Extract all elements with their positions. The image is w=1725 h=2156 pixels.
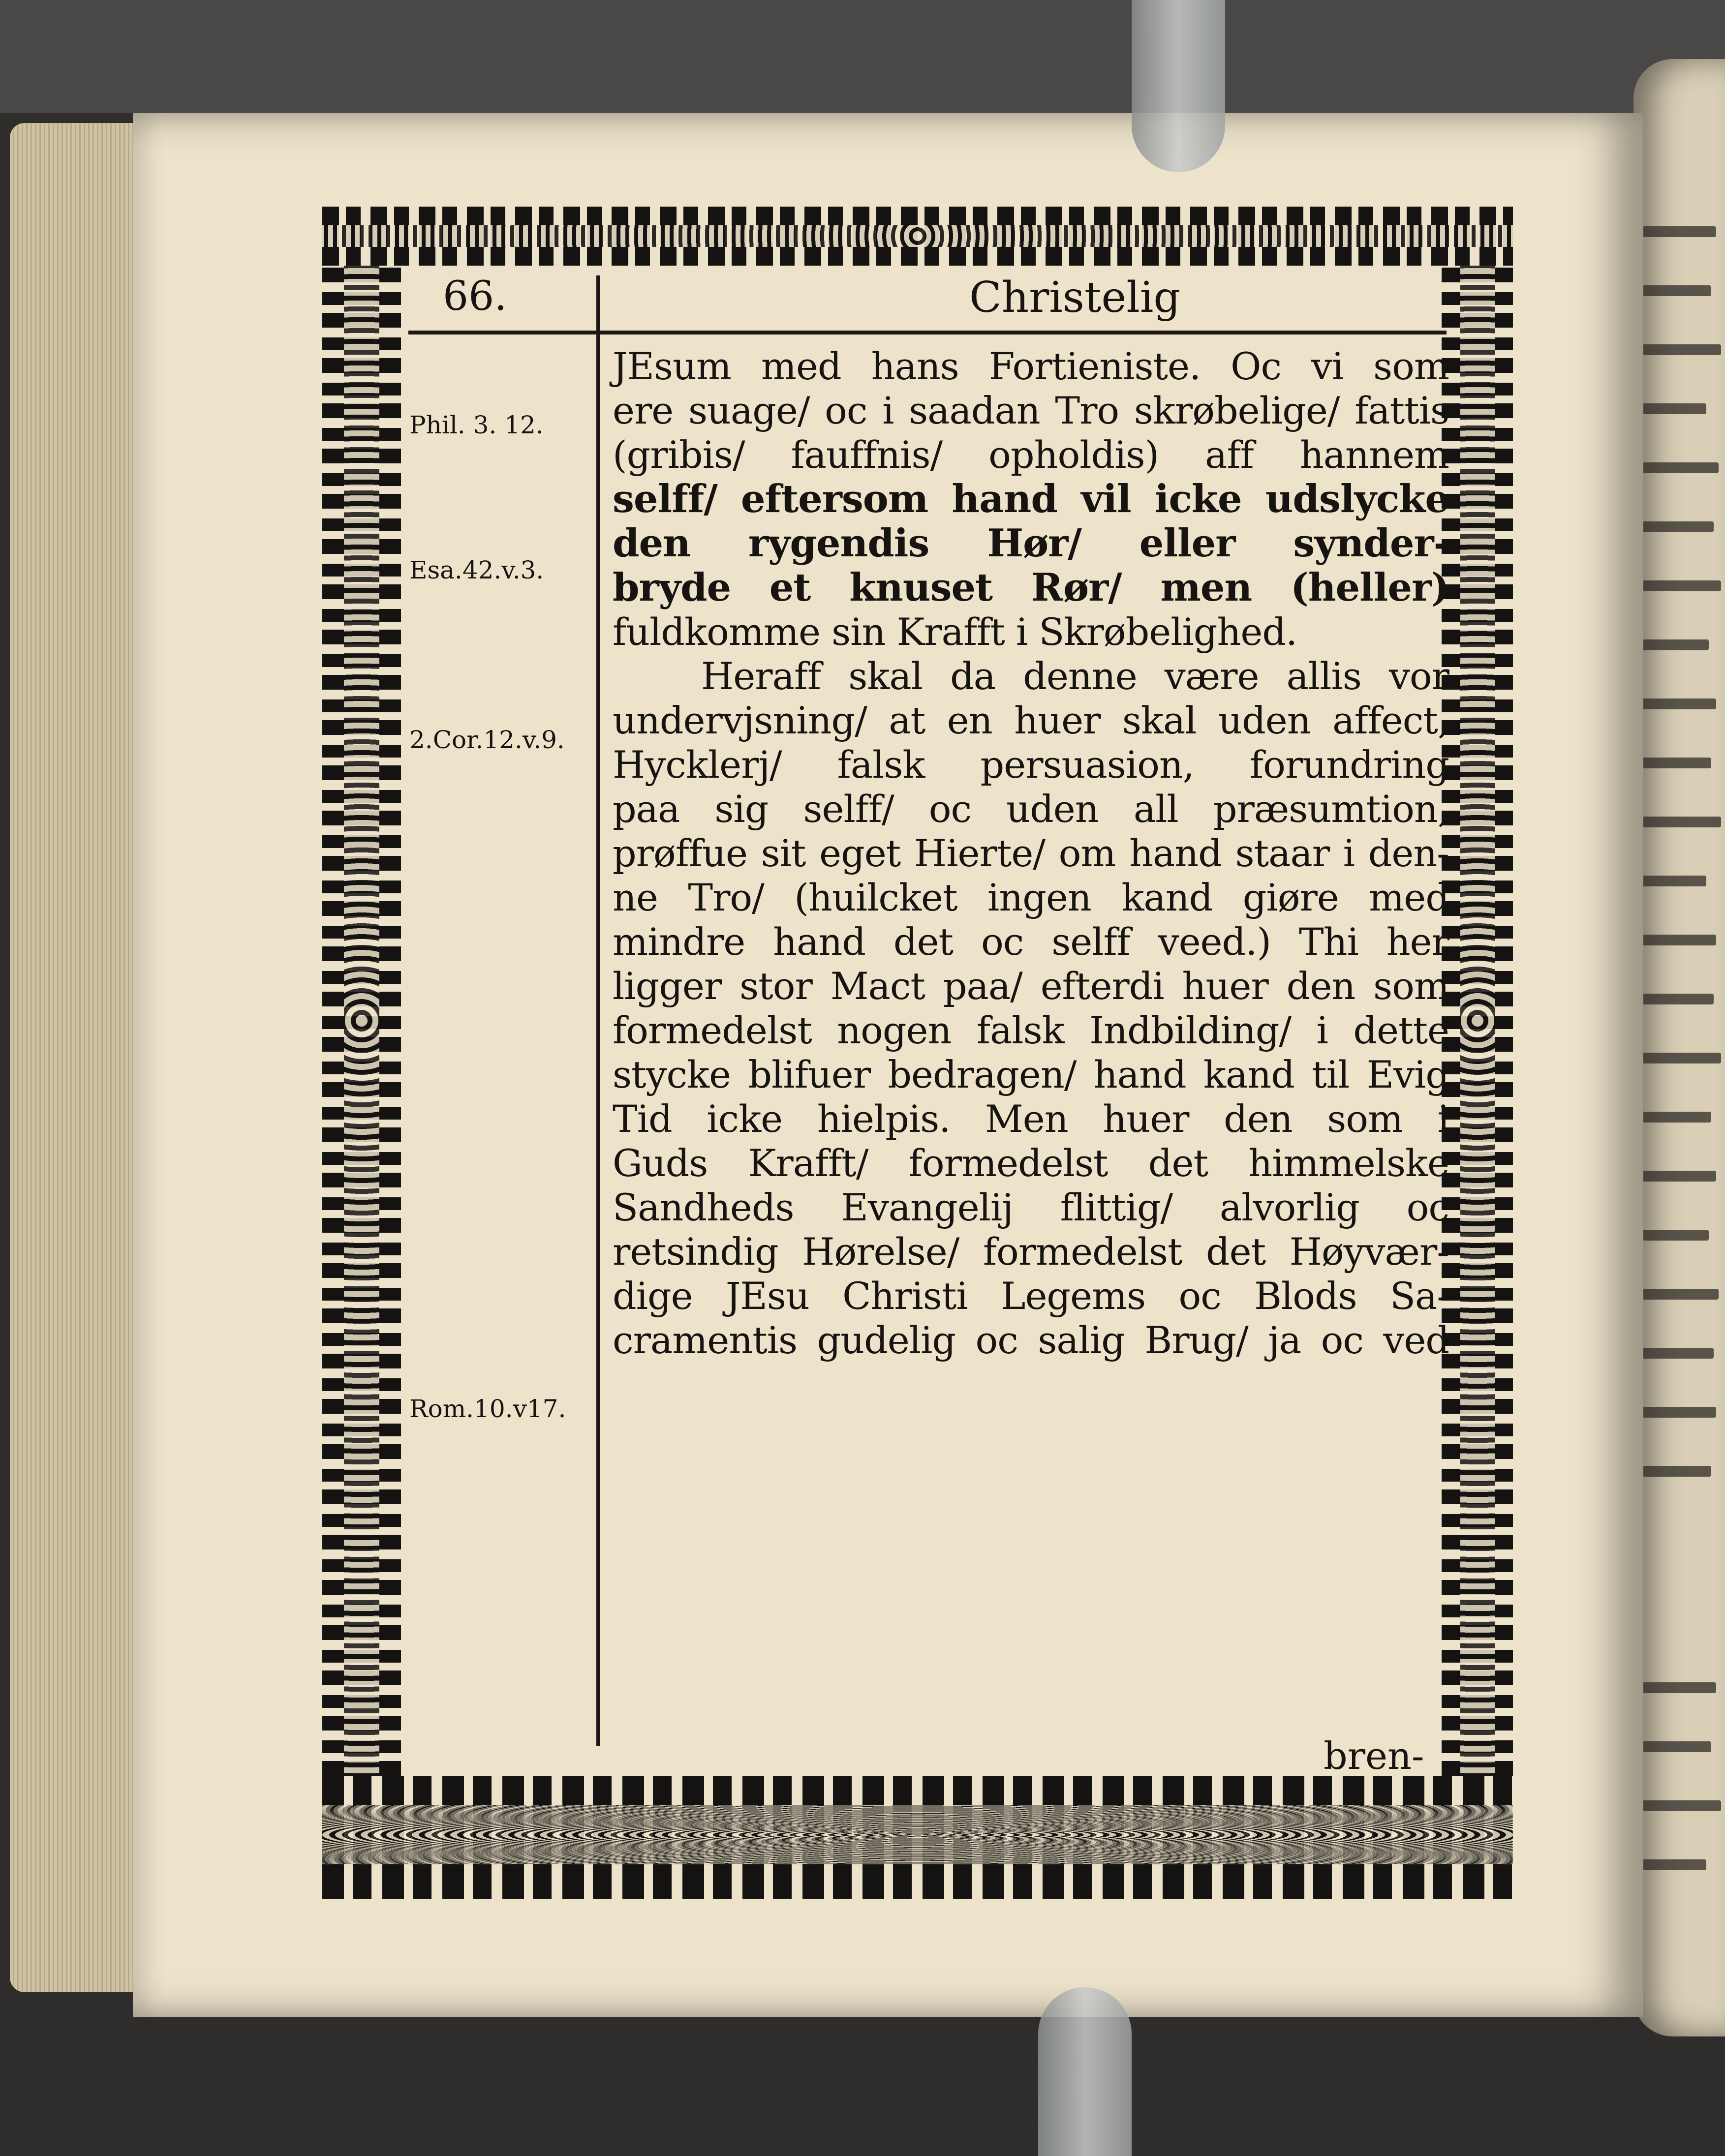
scan-background [0, 0, 1725, 113]
page-clip-top [1132, 0, 1225, 172]
facing-page [1633, 59, 1725, 2036]
text-line: Guds Krafft/ formedelst det himmelske [613, 1141, 1449, 1185]
border-bottom [322, 1776, 1513, 1899]
text-line: paa sig selff/ oc uden all præsumtion, [613, 787, 1449, 831]
marginal-reference: Phil. 3. 12. [409, 411, 544, 439]
text-line: selff/ eftersom hand vil icke udslycke [613, 477, 1449, 521]
text-line: JEsum med hans Fortieniste. Oc vi som [613, 344, 1449, 388]
page-clip-bottom [1038, 1987, 1132, 2156]
text-line: Hycklerj/ falsk persuasion, forundring [613, 743, 1449, 787]
catchword: bren- [1324, 1734, 1424, 1778]
text-line: Sandheds Evangelij flittig/ alvorlig oc [613, 1185, 1449, 1229]
text-line: mindre hand det oc selff veed.) Thi her [613, 920, 1449, 964]
text-line: retsindig Hørelse/ formedelst det Høyvær- [613, 1230, 1449, 1274]
text-line: dige JEsu Christi Legems oc Blods Sa- [613, 1274, 1449, 1318]
text-line: formedelst nogen falsk Indbilding/ i dette [613, 1008, 1449, 1052]
text-line: stycke blifuer bedragen/ hand kand til Evig [613, 1053, 1449, 1096]
text-line: prøffue sit eget Hierte/ om hand staar i den- [613, 831, 1449, 875]
border-top [322, 207, 1513, 266]
margin-column-rule [596, 275, 600, 1746]
text-line: cramentis gudelig oc salig Brug/ ja oc ved [613, 1318, 1449, 1362]
text-line: Tid icke hielpis. Men huer den som i [613, 1097, 1449, 1141]
text-line: ere suage/ oc i saadan Tro skrøbelige/ fattis [613, 389, 1449, 432]
border-right [1442, 266, 1513, 1776]
running-head: Christelig [969, 273, 1181, 322]
text-line: Heraff skal da denne være allis vor [701, 654, 1449, 698]
page-edges [10, 123, 143, 1992]
marginal-reference: Esa.42.v.3. [409, 556, 544, 584]
text-line: den rygendis Hør/ eller synder- [613, 521, 1449, 566]
page-number: 66. [443, 273, 507, 320]
marginal-reference: 2.Cor.12.v.9. [409, 726, 565, 754]
border-left [322, 266, 401, 1776]
text-line: bryde et knuset Rør/ men (heller) [613, 565, 1449, 610]
header-rule [408, 331, 1447, 334]
text-line: undervjsning/ at en huer skal uden affect, [613, 698, 1449, 742]
text-line: ne Tro/ (huilcket ingen kand giøre med [613, 876, 1449, 919]
marginal-reference: Rom.10.v17. [409, 1395, 566, 1423]
body-text [613, 344, 1449, 1363]
text-line: (gribis/ fauffnis/ opholdis) aff hannem [613, 433, 1449, 477]
text-line: fuldkomme sin Krafft i Skrøbelighed. [613, 610, 1297, 654]
text-line: ligger stor Mact paa/ efterdi huer den som [613, 964, 1449, 1008]
